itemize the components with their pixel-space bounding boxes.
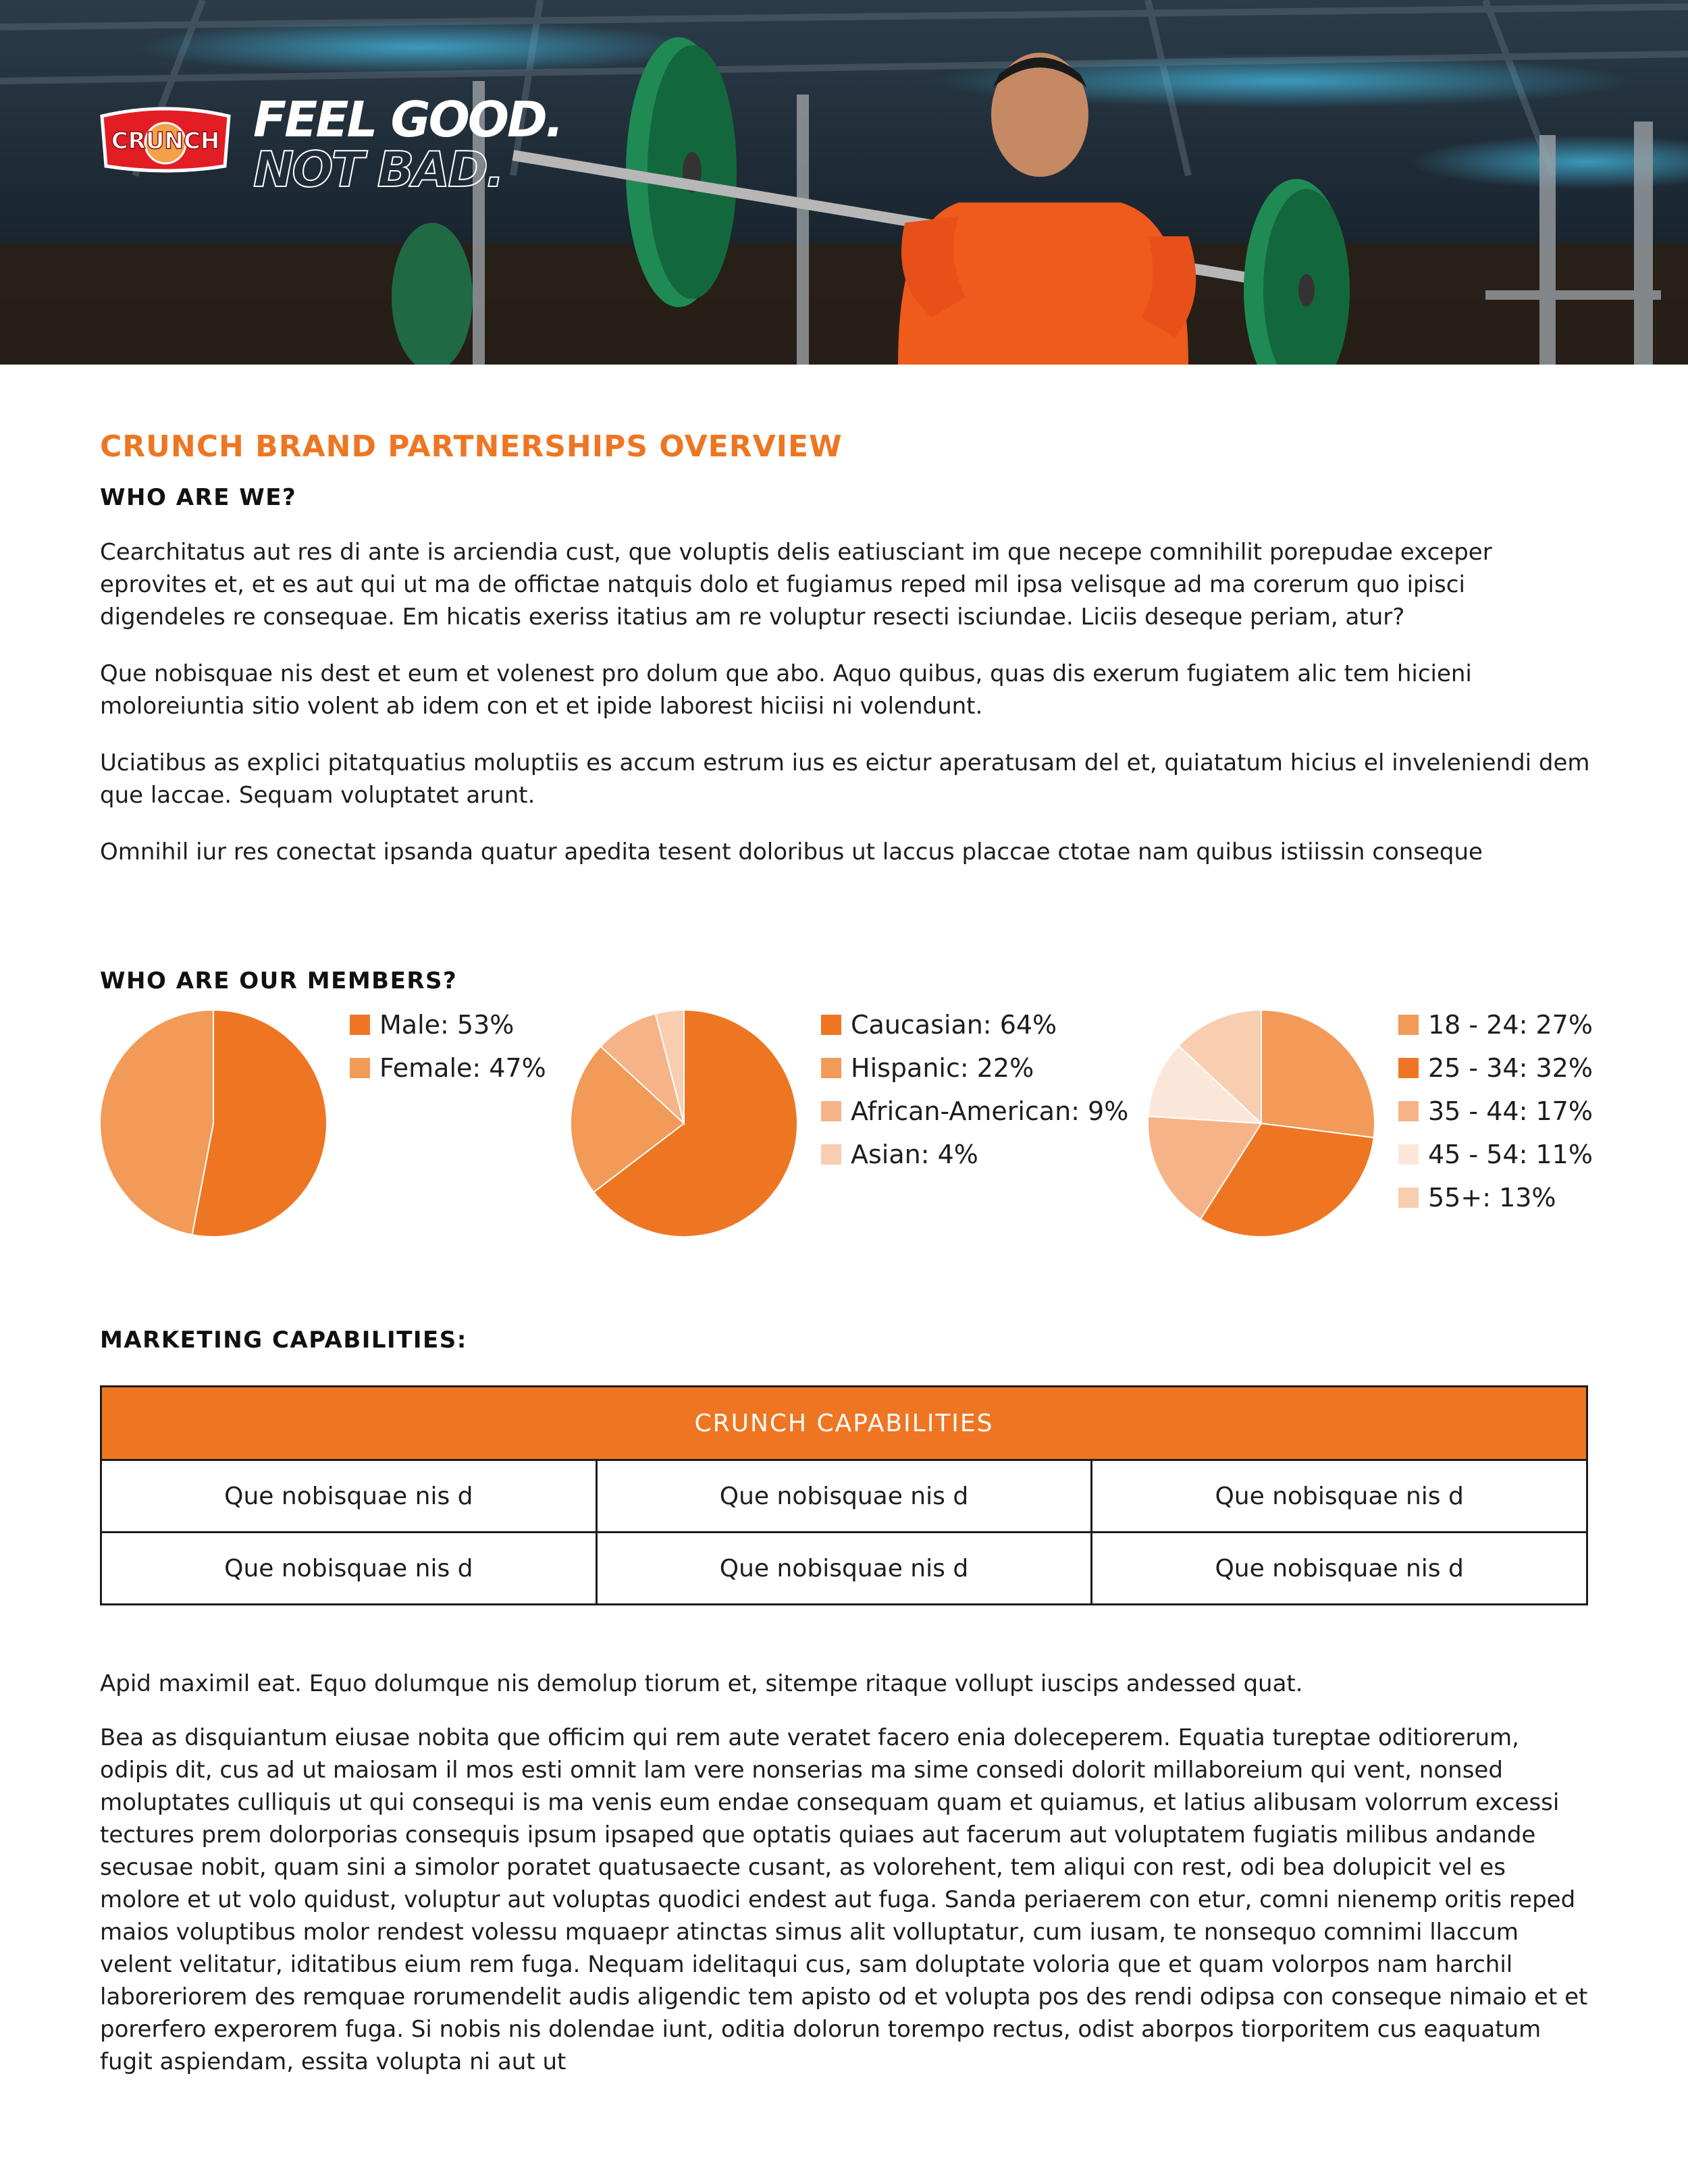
legend-label: Male: 53% (379, 1010, 515, 1040)
crunch-fist-logo-icon (98, 101, 233, 176)
intro-paragraph: Uciatibus as explici pitatquatius moluptiis es accum estrum ius es eictur aperatusam del et, quiatatum hicius el inveleniendi dem que laccae. Sequam voluptatet arunt. (100, 749, 1590, 809)
members-heading: WHO ARE OUR MEMBERS? (100, 967, 458, 994)
legend-swatch (821, 1144, 841, 1165)
members-section (100, 965, 1592, 1252)
legend-label: Asian: 4% (851, 1140, 978, 1169)
intro-paragraph: Cearchitatus aut res di ante is arciendia cust, que voluptis delis eatiusciant im que necepe comnihilit porepudae exceper eprovites et, et es aut qui ut ma de offictae natquis dolo et fugiamus reped mil ipsa velisque ad ma corerum quo ipisci digendeles re consequae. Em hicatis exeriss itatius am re voluptur resecti isciundae. Liciis deseque periam, atur? (100, 539, 1492, 631)
tagline (253, 91, 562, 198)
legend-item (350, 1003, 546, 1046)
legend-swatch (1398, 1058, 1419, 1078)
pie-slice-18-24 (1261, 1010, 1375, 1138)
legend-label: 18 - 24: 27% (1428, 1010, 1593, 1040)
age-pie-chart (1146, 1009, 1376, 1238)
legend-swatch (1398, 1015, 1419, 1035)
svg-text:CRUNCH: CRUNCH (111, 128, 220, 155)
table-cell: Que nobisquae nis d (101, 1460, 597, 1533)
closing-paragraph: Bea as disquiantum eiusae nobita que officim qui rem aute veratet facero enia doleceperem. Equatia tureptae oditiorerum, odipis dit, cus ad ut maiosam il mos esti omnit lam vere nonserias ma sime consedi dolorit millaboreium qui vent, nonsed moluptates culliquis ut qui consequi is ma venis eum endae consequam quam et quiamus, et latius alibusam volorrum excessi tectures prem dolorporias consequis ipsum ipsaped que optatis quiaes aut facerum aut voluptatem fugiatis milibus andande secusae nobit, quam sini a simolor poratet quatusaecte cusant, as volorehent, tem aliqui con rest, odi bea dolupicit vel es molore et ut volo quidust, voluptur aut voluptas quodici endest aut fuga. Sanda periaerem con etur, comni nienemp oritis reped maios voluptibus molor rendest volessu mquaepr atinctas simus alit volluptatur, cum iusam, te nonsequo comnimi llaccum velent velitatur, iditatibus eium rem fuga. Nequam idelitaqui cus, sam doluptate voloria que et quam volorpos nam harchil laboreriorem des remquae rorumendelit audis aligendic tem apisto od et volupta pos des rendi odipsa con conseque nimaio et et porerfero experorem fuga. Si nobis nis dolendae iunt, oditia dolorun torempo rectus, odist aborpos tiorporitem cus eaquatum fugit aspiendam, essita volupta ni aut ut (100, 1724, 1588, 2075)
table-cell: Que nobisquae nis d (1092, 1460, 1587, 1533)
pie-slice-female (100, 1010, 213, 1235)
intro-paragraph: Que nobisquae nis dest et eum et volenest pro dolum que abo. Aquo quibus, quas dis exerum fugiatem alic tem hicieni moloreiuntia sitio volent ab idem con et et ipide laborest hiciisi ni volendunt. (100, 660, 1472, 720)
demographic-charts (100, 1009, 1592, 1252)
legend-item (1398, 1090, 1593, 1133)
legend-label: Hispanic: 22% (851, 1053, 1034, 1083)
legend-swatch (821, 1015, 841, 1035)
marketing-heading: MARKETING CAPABILITIES: (100, 1327, 467, 1354)
tagline-line-2: NOT BAD. (253, 141, 503, 198)
closing-section (100, 1668, 1592, 2100)
table-header: CRUNCH CAPABILITIES (101, 1387, 1587, 1460)
gender-legend (350, 1003, 546, 1090)
table-cell: Que nobisquae nis d (596, 1533, 1092, 1605)
capabilities-table (100, 1385, 1588, 1605)
legend-label: 35 - 44: 17% (1428, 1096, 1593, 1126)
legend-label: Caucasian: 64% (851, 1010, 1057, 1040)
legend-swatch (1398, 1188, 1419, 1208)
legend-swatch (1398, 1101, 1419, 1121)
table-cell: Que nobisquae nis d (1092, 1533, 1587, 1605)
legend-swatch (350, 1058, 370, 1078)
crunch-logo (98, 101, 233, 176)
legend-label: 25 - 34: 32% (1428, 1053, 1593, 1083)
ethnicity-pie-chart (569, 1009, 799, 1238)
tagline-line-1: FEEL GOOD. (253, 91, 562, 148)
legend-item (1398, 1133, 1593, 1176)
legend-item (350, 1046, 546, 1090)
intro-section (100, 427, 1592, 868)
legend-item (821, 1046, 1128, 1090)
table-header-row (101, 1387, 1587, 1460)
legend-item (1398, 1046, 1593, 1090)
legend-label: 55+: 13% (1428, 1183, 1556, 1213)
legend-item (1398, 1176, 1593, 1219)
table-cell: Que nobisquae nis d (101, 1533, 597, 1605)
legend-label: Female: 47% (379, 1053, 546, 1083)
age-legend (1398, 1003, 1593, 1219)
legend-item (1398, 1003, 1593, 1046)
legend-swatch (350, 1015, 370, 1035)
legend-swatch (821, 1058, 841, 1078)
intro-paragraph: Omnihil iur res conectat ipsanda quatur apedita tesent doloribus ut laccus placcae ctotae nam quibus istiissin conseque (100, 838, 1483, 865)
page-title: CRUNCH BRAND PARTNERSHIPS OVERVIEW (100, 429, 843, 464)
legend-label: 45 - 54: 11% (1428, 1140, 1593, 1169)
legend-item (821, 1090, 1128, 1133)
legend-item (821, 1003, 1128, 1046)
hero-photo (0, 0, 1688, 365)
legend-swatch (821, 1101, 841, 1121)
marketing-section (100, 1325, 1592, 1605)
closing-paragraph: Apid maximil eat. Equo dolumque nis demolup tiorum et, sitempe ritaque vollupt iuscips andessed quat. (100, 1670, 1303, 1697)
table-row (101, 1533, 1587, 1605)
who-are-we-heading: WHO ARE WE? (100, 484, 297, 511)
legend-item (821, 1133, 1128, 1176)
legend-swatch (1398, 1144, 1419, 1165)
gender-pie-chart (99, 1009, 328, 1238)
ethnicity-legend (821, 1003, 1128, 1176)
table-cell: Que nobisquae nis d (596, 1460, 1092, 1533)
table-row (101, 1460, 1587, 1533)
legend-label: African-American: 9% (851, 1096, 1129, 1126)
